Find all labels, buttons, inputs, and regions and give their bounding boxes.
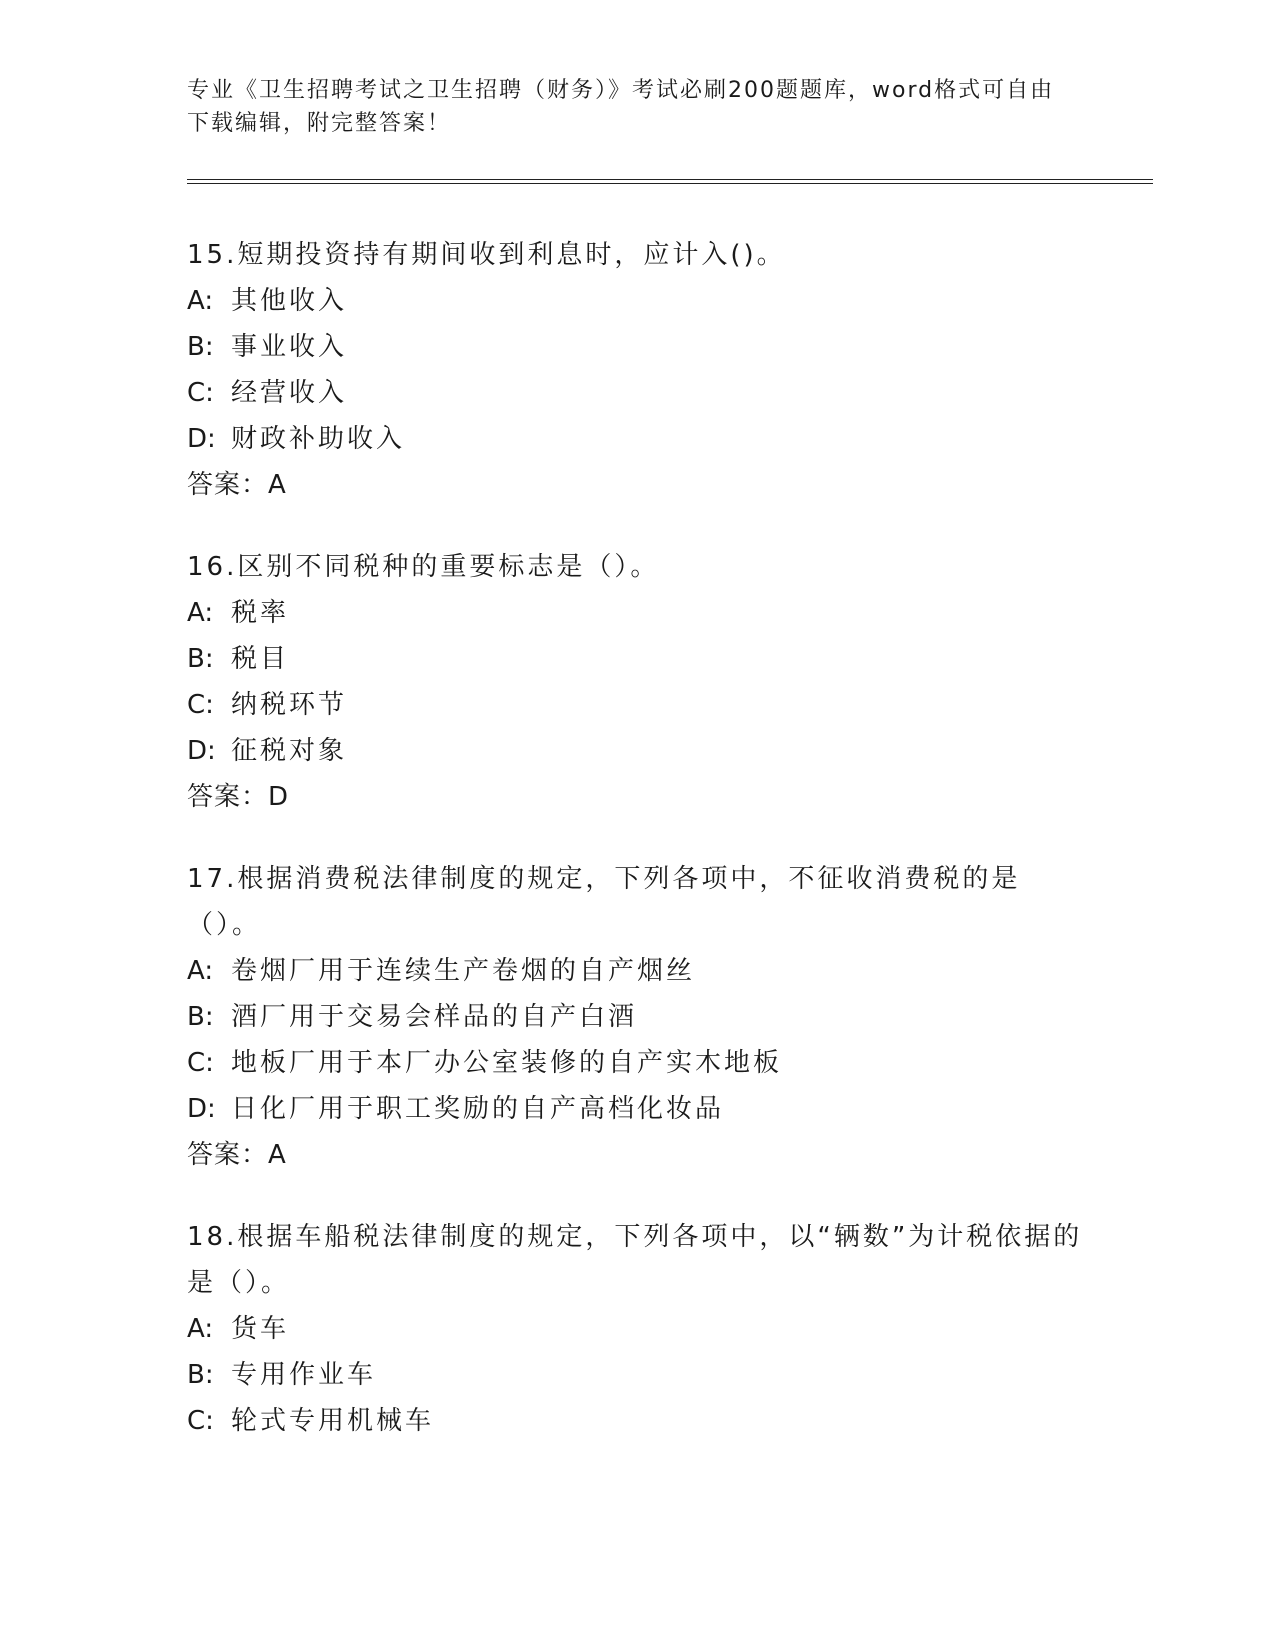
option-text: 事业收入 <box>231 332 348 362</box>
question-stem: 15.短期投资持有期间收到利息时，应计入()。 <box>187 240 786 270</box>
option-text: 日化厂用于职工奖励的自产高档化妆品 <box>231 1094 725 1124</box>
option-text: 轮式专用机械车 <box>231 1406 435 1436</box>
option-a <box>187 278 1087 324</box>
option-c <box>187 1040 1087 1086</box>
option-letter: C: <box>187 1406 214 1436</box>
question-16 <box>187 544 1087 820</box>
option-letter: B: <box>187 1360 214 1390</box>
option-d <box>187 1086 1087 1132</box>
option-text: 征税对象 <box>231 736 348 766</box>
option-text: 财政补助收入 <box>231 424 406 454</box>
option-c <box>187 1398 1087 1444</box>
option-text: 税目 <box>231 644 290 674</box>
option-b <box>187 324 1087 370</box>
answer-line: 答案：A <box>187 1140 287 1170</box>
option-letter: A: <box>187 598 214 628</box>
answer-line: 答案：A <box>187 470 287 500</box>
question-17 <box>187 856 1087 1178</box>
question-stem: 16.区别不同税种的重要标志是（）。 <box>187 552 660 582</box>
option-c <box>187 682 1087 728</box>
option-letter: B: <box>187 1002 214 1032</box>
question-15 <box>187 232 1087 508</box>
option-b <box>187 994 1087 1040</box>
option-letter: D: <box>187 424 216 454</box>
option-text: 地板厂用于本厂办公室装修的自产实木地板 <box>231 1048 783 1078</box>
option-letter: B: <box>187 644 214 674</box>
option-letter: C: <box>187 690 214 720</box>
option-a <box>187 1306 1087 1352</box>
option-text: 纳税环节 <box>231 690 348 720</box>
option-letter: C: <box>187 1048 214 1078</box>
header-rule-top <box>187 179 1153 180</box>
option-letter: A: <box>187 286 214 316</box>
option-a <box>187 590 1087 636</box>
question-18 <box>187 1214 1087 1444</box>
option-letter: A: <box>187 956 214 986</box>
option-text: 其他收入 <box>231 286 348 316</box>
option-letter: B: <box>187 332 214 362</box>
document-header: 专业《卫生招聘考试之卫生招聘（财务）》考试必刷200题题库，word格式可自由下载编辑，附完整答案！ <box>187 78 1055 136</box>
question-stem: 17.根据消费税法律制度的规定，下列各项中，不征收消费税的是（）。 <box>187 864 1021 940</box>
option-c <box>187 370 1087 416</box>
option-text: 货车 <box>231 1314 290 1344</box>
option-b <box>187 1352 1087 1398</box>
option-letter: D: <box>187 1094 216 1124</box>
option-text: 税率 <box>231 598 290 628</box>
option-letter: D: <box>187 736 216 766</box>
option-letter: A: <box>187 1314 214 1344</box>
option-d <box>187 728 1087 774</box>
option-text: 专用作业车 <box>231 1360 377 1390</box>
option-a <box>187 948 1087 994</box>
answer-line: 答案：D <box>187 782 290 812</box>
option-text: 卷烟厂用于连续生产卷烟的自产烟丝 <box>231 956 696 986</box>
option-d <box>187 416 1087 462</box>
option-letter: C: <box>187 378 214 408</box>
question-list <box>187 232 1087 1480</box>
option-b <box>187 636 1087 682</box>
header-rule-bottom <box>187 183 1153 184</box>
option-text: 经营收入 <box>231 378 348 408</box>
question-stem: 18.根据车船税法律制度的规定，下列各项中，以“辆数”为计税依据的是（）。 <box>187 1222 1083 1298</box>
option-text: 酒厂用于交易会样品的自产白酒 <box>231 1002 638 1032</box>
